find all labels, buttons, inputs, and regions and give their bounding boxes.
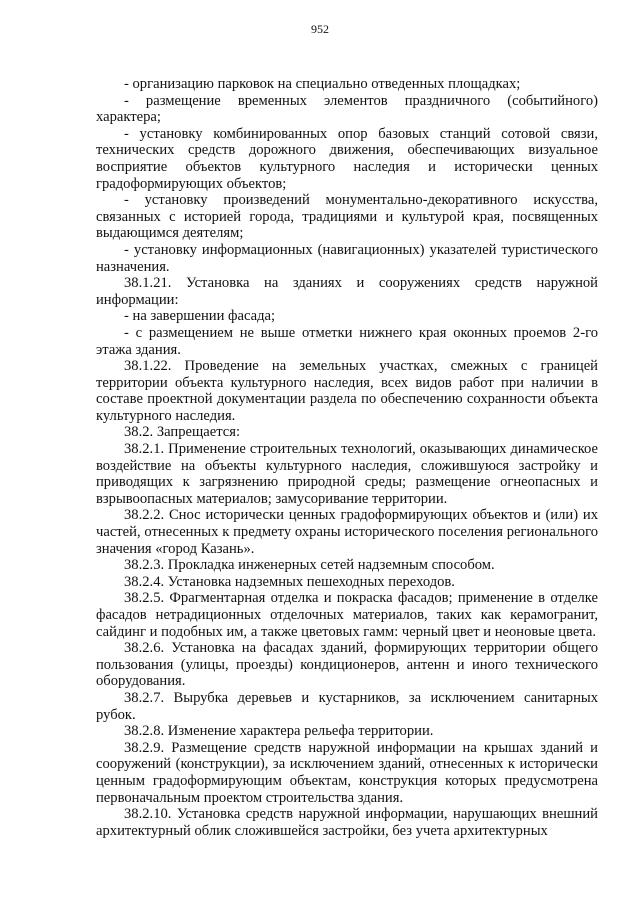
paragraph: - установку произведений монументально-декоративного искусства, связанных с историей города, традициями и культурой края, посвященных выдающимся деятелям; — [96, 192, 598, 242]
paragraph: 38.1.21. Установка на зданиях и сооружениях средств наружной информации: — [96, 275, 598, 308]
paragraph: - размещение временных элементов праздничного (событийного) характера; — [96, 92, 598, 126]
paragraph: 38.2.1. Применение строительных технологий, оказывающих динамическое воздействие на объекты культурного наследия, сложившуюся застройку и приводящих к загрязнению природной среды; размещение огнеопасных и взрывоопасных материалов; замусоривание территории. — [96, 441, 598, 507]
paragraph: - с размещением не выше отметки нижнего края оконных проемов 2-го этажа здания. — [96, 324, 598, 358]
paragraph: 38.2.2. Снос исторически ценных градоформирующих объектов и (или) их частей, отнесенных к предмету охраны исторического поселения регионального значения «город Казань». — [96, 507, 598, 557]
paragraph: 38.2.6. Установка на фасадах зданий, формирующих территории общего пользования (улицы, проезды) кондиционеров, антенн и иного технического оборудования. — [96, 640, 598, 690]
paragraph: - организацию парковок на специально отведенных площадках; — [124, 76, 521, 92]
paragraph: 38.2.3. Прокладка инженерных сетей надземным способом. — [124, 557, 495, 574]
paragraph: 38.1.22. Проведение на земельных участках, смежных с границей территории объекта культурного наследия, всех видов работ при наличии в составе проектной документации раздела по обеспечению сохранности объекта культурного наследия. — [96, 358, 598, 424]
paragraph: 38.2.10. Установка средств наружной информации, нарушающих внешний архитектурный облик сложившейся застройки, без учета архитектурных — [96, 806, 598, 839]
document-body — [96, 76, 598, 839]
paragraph: - на завершении фасада; — [124, 308, 276, 325]
paragraph: 38.2.8. Изменение характера рельефа территории. — [124, 723, 434, 740]
paragraph: 38.2.5. Фрагментарная отделка и покраска фасадов; применение в отделке фасадов нетрадиционных отделочных материалов, таких как керамогранит, сайдинг и подобных им, а также цветовых гамм: черный цвет и неоновые цвета. — [96, 590, 598, 640]
paragraph: - установку информационных (навигационных) указателей туристического назначения. — [96, 241, 598, 275]
page-number: 952 — [311, 22, 329, 36]
paragraph: 38.2.4. Установка надземных пешеходных переходов. — [124, 573, 455, 590]
paragraph: 38.2.9. Размещение средств наружной информации на крышах зданий и сооружений (конструкции), за исключением зданий, отнесенных к исторически ценным градоформирующим объектам, конструкция которых предусмотрена первоначальным проектом строительства здания. — [96, 739, 598, 806]
paragraph: - установку комбинированных опор базовых станций сотовой связи, технических средств дорожного движения, обеспечивающих визуальное восприятие объектов культурного наследия и исторически ценных градоформирующих объектов; — [96, 125, 598, 192]
paragraph: 38.2. Запрещается: — [124, 424, 241, 441]
paragraph: 38.2.7. Вырубка деревьев и кустарников, за исключением санитарных рубок. — [96, 689, 598, 723]
